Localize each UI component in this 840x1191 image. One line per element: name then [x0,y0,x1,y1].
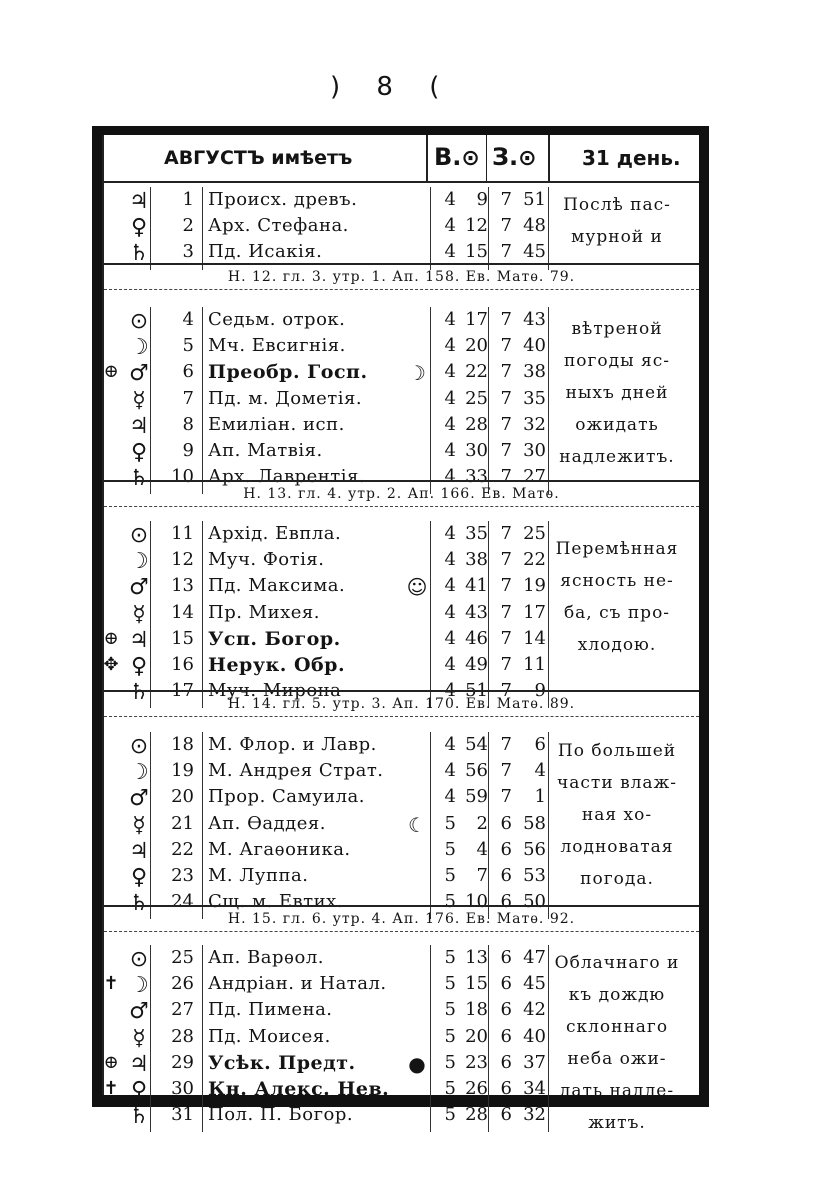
sunrise-minute: 41 [465,575,488,597]
sunrise-hour: 4 [444,440,456,461]
day-number: 12 [171,549,194,571]
day-number: 9 [182,440,194,461]
sunrise-hour: 4 [444,760,456,782]
day-number: 14 [171,601,194,623]
sunset-minute: 48 [523,215,546,237]
sunset-hour: 7 [500,413,512,435]
sunrise-minute: 12 [465,215,488,237]
saint-name: Нерук. Обр. [208,654,346,676]
sunset-minute: 9 [534,680,546,702]
sunrise-hour: 4 [444,575,456,597]
day-number: 8 [182,413,194,435]
days-count: 31 день. [582,146,681,170]
sunrise-hour: 4 [444,549,456,571]
saint-name: Архід. Евпла. [208,523,342,544]
sunset-hour: 7 [500,601,512,623]
sunset-minute: 50 [523,891,546,913]
sunset-minute: 40 [523,1025,546,1047]
sunset-hour: 7 [500,734,512,755]
sunrise-minute: 7 [476,865,488,886]
planet-icon: ♀ [130,1078,148,1103]
sunset-minute: 25 [523,523,546,544]
sunrise-minute: 33 [465,466,488,488]
page-number: ) 8 ( [330,72,454,102]
saint-name: Усп. Богор. [208,627,341,650]
sunrise-hour: 4 [444,189,456,210]
day-number: 5 [182,335,194,357]
sunrise-hour: 4 [444,627,456,649]
sunrise-minute: 38 [465,549,488,571]
sunrise-hour: 5 [444,838,456,860]
day-number: 3 [182,241,194,263]
day-number: 13 [171,575,194,597]
sunrise-minute: 15 [465,241,488,263]
saint-name: Ап. Варѳол. [208,947,324,968]
sunset-letter: З. [492,143,519,171]
sunset-hour: 7 [500,466,512,488]
feast-mark-icon: ✝ [103,973,119,995]
planet-icon: ♃ [129,1051,149,1077]
sunrise-minute: 49 [465,654,488,675]
sunrise-minute: 20 [465,1025,488,1047]
sunset-minute: 32 [523,1104,546,1126]
feast-mark-icon: ⊕ [103,1051,119,1073]
sunrise-minute: 10 [465,891,488,913]
saint-name: Ап. Матвія. [208,440,323,461]
sunrise-minute: 56 [465,760,488,782]
planet-icon: ☿ [132,1025,146,1051]
saint-name: Пд. Моисея. [208,1025,331,1047]
planet-icon: ♃ [129,838,149,864]
saint-name: М. Луппа. [208,865,309,886]
sunrise-minute: 4 [476,838,488,860]
sunset-minute: 14 [523,627,546,649]
sunrise-minute: 46 [465,627,488,649]
sunset-hour: 7 [500,309,512,330]
day-number: 2 [182,215,194,237]
calendar-inner [102,135,699,1133]
sunrise-hour: 5 [444,999,456,1021]
sunset-minute: 17 [523,601,546,623]
sunrise-minute: 18 [465,999,488,1021]
sunrise-hour: 4 [444,361,456,383]
saint-name: Арх. Лаврентія. [208,466,366,488]
sunset-hour: 7 [500,760,512,782]
sunset-minute: 6 [534,734,546,755]
day-number: 1 [182,189,194,210]
week-reading: Н. 14. гл. 5. утр. 3. Ап. 170. Ев. Матѳ. 89. [104,690,699,717]
day-number: 17 [171,680,194,702]
table-header [104,135,699,183]
day-number: 28 [171,1025,194,1047]
sunset-hour: 7 [500,786,512,808]
sunset-hour: 7 [500,575,512,597]
planet-icon: ♄ [129,466,149,492]
day-number: 11 [171,523,194,544]
saint-name: Кн. Алекс. Нев. [208,1078,390,1100]
sunrise-minute: 59 [465,786,488,808]
sunset-hour: 7 [500,189,512,210]
sunrise-hour: 5 [444,891,456,913]
sunrise-hour: 4 [444,523,456,544]
weather-forecast: Послѣ пас-мурной и [563,195,671,247]
saint-name: Муч. Мирона [208,680,342,702]
sunrise-hour: 5 [444,1104,456,1126]
sunset-minute: 51 [523,189,546,210]
saint-name: Происх. древъ. [208,189,358,210]
day-number: 27 [171,999,194,1021]
sunset-hour: 7 [500,654,512,675]
sunset-minute: 53 [523,865,546,886]
planet-icon: ⊙ [129,734,149,759]
day-number: 24 [171,891,194,913]
sunset-hour: 6 [500,1051,512,1073]
planet-icon: ☽ [129,973,149,999]
header-divider [548,135,550,181]
saint-name: Пд. Исакія. [208,241,323,263]
sunrise-minute: 22 [465,361,488,383]
sunset-minute: 56 [523,838,546,860]
sunset-minute: 22 [523,549,546,571]
sunrise-minute: 15 [465,973,488,995]
planet-icon: ♀ [130,865,148,890]
sunset-hour: 6 [500,947,512,968]
month-title: АВГУСТЪ имѣетъ [164,147,353,169]
sunrise-hour: 5 [444,812,456,834]
sunset-hour: 7 [500,335,512,357]
day-number: 26 [171,973,194,995]
planet-icon: ♂ [129,361,149,387]
saint-name: М. Агаѳоника. [208,838,351,860]
sunrise-minute: 9 [476,189,488,210]
saint-name: Ап. Ѳаддея. [208,812,326,834]
planet-icon: ☿ [132,812,146,838]
weather-forecast: вѣтреной погоды яс-ныхъ дней ожидать надлежитъ. [559,319,675,467]
sunset-hour: 7 [500,523,512,544]
sunset-minute: 27 [523,466,546,488]
week-reading: Н. 12. гл. 3. утр. 1. Ап. 158. Ев. Матѳ. 79. [104,263,699,290]
sunrise-minute: 26 [465,1078,488,1099]
saint-name: Сщ. м. Евтих. [208,891,343,913]
saint-name: Пд. м. Дометія. [208,387,363,409]
feast-mark-icon: ✝ [103,1078,119,1099]
calendar-table [92,126,709,1133]
saint-name: Усѣк. Предт. [208,1051,356,1074]
day-number: 15 [171,627,194,649]
day-number: 7 [182,387,194,409]
saint-name: М. Флор. и Лавр. [208,734,377,755]
moon-phase-icon: ● [408,1051,426,1076]
sunrise-hour: 4 [444,786,456,808]
sunrise-minute: 28 [465,1104,488,1126]
planet-icon: ♄ [129,241,149,267]
sunset-hour: 7 [500,549,512,571]
planet-icon: ♃ [129,189,149,214]
sunset-minute: 42 [523,999,546,1021]
sunset-header [492,143,537,171]
saint-name: Муч. Фотія. [208,549,325,571]
header-divider [426,135,428,181]
sunset-hour: 6 [500,1025,512,1047]
saint-name: Андріан. и Натал. [208,973,387,995]
sunrise-minute: 30 [465,440,488,461]
day-number: 21 [171,812,194,834]
sunrise-letter: В. [434,143,462,171]
sun-icon: ⊙ [518,146,537,171]
sunset-hour: 7 [500,361,512,383]
planet-icon: ♀ [130,215,148,241]
sunrise-header [434,143,480,171]
planet-icon: ♄ [129,1104,149,1130]
sunset-minute: 45 [523,973,546,995]
sunrise-hour: 4 [444,601,456,623]
feast-mark-icon: ✥ [103,654,119,675]
day-number: 18 [171,734,194,755]
sunset-minute: 37 [523,1051,546,1073]
sunset-hour: 6 [500,891,512,913]
sunrise-minute: 35 [465,523,488,544]
sunset-hour: 7 [500,215,512,237]
sunset-minute: 1 [534,786,546,808]
sunrise-minute: 17 [465,309,488,330]
feast-mark-icon: ⊕ [103,627,119,649]
sunrise-hour: 5 [444,973,456,995]
planet-icon: ♄ [129,891,149,917]
planet-icon: ☿ [132,387,146,413]
weather-forecast: Облачнаго и къ дождю склоннаго неба ожи-дать надле-житъ. [554,953,680,1133]
sunset-minute: 4 [534,760,546,782]
saint-name: Прор. Самуила. [208,786,366,808]
sunset-hour: 6 [500,865,512,886]
sunrise-hour: 5 [444,865,456,886]
sunset-minute: 45 [523,241,546,263]
sunrise-minute: 54 [465,734,488,755]
day-number: 25 [171,947,194,968]
day-number: 22 [171,838,194,860]
moon-phase-icon: ☽ [408,361,426,386]
sunset-minute: 38 [523,361,546,383]
saint-name: М. Андрея Страт. [208,760,384,782]
sunset-minute: 30 [523,440,546,461]
sunrise-hour: 5 [444,1051,456,1073]
sunset-hour: 7 [500,627,512,649]
day-number: 10 [171,466,194,488]
planet-icon: ⊙ [129,523,149,548]
planet-icon: ♀ [130,440,148,465]
planet-icon: ⊙ [129,947,149,972]
saint-name: Пол. П. Богор. [208,1104,354,1126]
planet-icon: ♂ [129,786,149,812]
planet-icon: ♃ [129,413,149,439]
sunset-minute: 35 [523,387,546,409]
planet-icon: ♃ [129,627,149,653]
sunrise-hour: 4 [444,215,456,237]
sunrise-minute: 13 [465,947,488,968]
sunset-minute: 58 [523,812,546,834]
day-number: 19 [171,760,194,782]
sunrise-minute: 43 [465,601,488,623]
sunrise-minute: 28 [465,413,488,435]
sunset-minute: 43 [523,309,546,330]
sunrise-hour: 4 [444,734,456,755]
sunset-hour: 6 [500,999,512,1021]
planet-icon: ♂ [129,575,149,601]
day-number: 31 [171,1104,194,1126]
sunset-hour: 7 [500,680,512,702]
sunset-hour: 6 [500,1104,512,1126]
planet-icon: ☿ [132,601,146,627]
sunset-hour: 7 [500,387,512,409]
planet-icon: ⊙ [129,309,149,334]
saint-name: Арх. Стефана. [208,215,349,237]
sunset-minute: 32 [523,413,546,435]
sunset-hour: 7 [500,241,512,263]
sunset-hour: 7 [500,440,512,461]
planet-icon: ♂ [129,999,149,1025]
sunset-hour: 6 [500,1078,512,1099]
sun-icon: ⊙ [461,146,480,171]
weather-forecast: Перемѣнная ясность не-ба, съ про-хлодою. [555,539,679,655]
sunrise-hour: 4 [444,413,456,435]
saint-name: Пд. Пимена. [208,999,333,1021]
moon-phase-icon: ☺ [406,575,428,600]
day-number: 20 [171,786,194,808]
saint-name: Пр. Михея. [208,601,320,623]
header-divider [486,135,487,181]
day-number: 4 [182,309,194,330]
day-number: 30 [171,1078,194,1099]
day-number: 6 [182,361,194,383]
sunset-minute: 34 [523,1078,546,1099]
planet-icon: ☽ [129,549,149,575]
day-number: 16 [171,654,194,675]
weather-forecast: По большей части влаж-ная хо-лодноватая погода. [557,741,677,889]
saint-name: Мч. Евсигнія. [208,335,346,357]
sunrise-minute: 20 [465,335,488,357]
sunrise-hour: 5 [444,1025,456,1047]
sunset-minute: 11 [523,654,546,675]
week-reading: Н. 13. гл. 4. утр. 2. Ап. 166. Ев. Матѳ. [104,480,699,507]
sunrise-minute: 2 [476,812,488,834]
sunrise-minute: 51 [465,680,488,702]
sunrise-hour: 4 [444,654,456,675]
feast-mark-icon: ⊕ [103,361,119,383]
sunset-hour: 6 [500,973,512,995]
sunset-minute: 19 [523,575,546,597]
day-number: 29 [171,1051,194,1073]
sunrise-hour: 4 [444,241,456,263]
sunrise-minute: 23 [465,1051,488,1073]
planet-icon: ♄ [129,680,149,706]
saint-name: Пд. Максима. [208,575,346,597]
sunset-minute: 40 [523,335,546,357]
sunrise-hour: 4 [444,387,456,409]
saint-name: Седьм. отрок. [208,309,346,330]
sunrise-hour: 5 [444,947,456,968]
sunrise-minute: 25 [465,387,488,409]
sunrise-hour: 5 [444,1078,456,1099]
saint-name: Емиліан. исп. [208,413,345,435]
sunset-hour: 6 [500,838,512,860]
planet-icon: ☽ [129,760,149,786]
saint-name: Преобр. Госп. [208,361,368,384]
planet-icon: ☽ [129,335,149,361]
day-number: 23 [171,865,194,886]
sunrise-hour: 4 [444,680,456,702]
week-reading: Н. 15. гл. 6. утр. 4. Ап. 176. Ев. Матѳ. 92. [104,905,699,932]
sunset-minute: 47 [523,947,546,968]
sunrise-hour: 4 [444,309,456,330]
sunrise-hour: 4 [444,466,456,488]
moon-phase-icon: ☾ [408,812,426,837]
sunset-hour: 6 [500,812,512,834]
sunrise-hour: 4 [444,335,456,357]
planet-icon: ♀ [130,654,148,679]
